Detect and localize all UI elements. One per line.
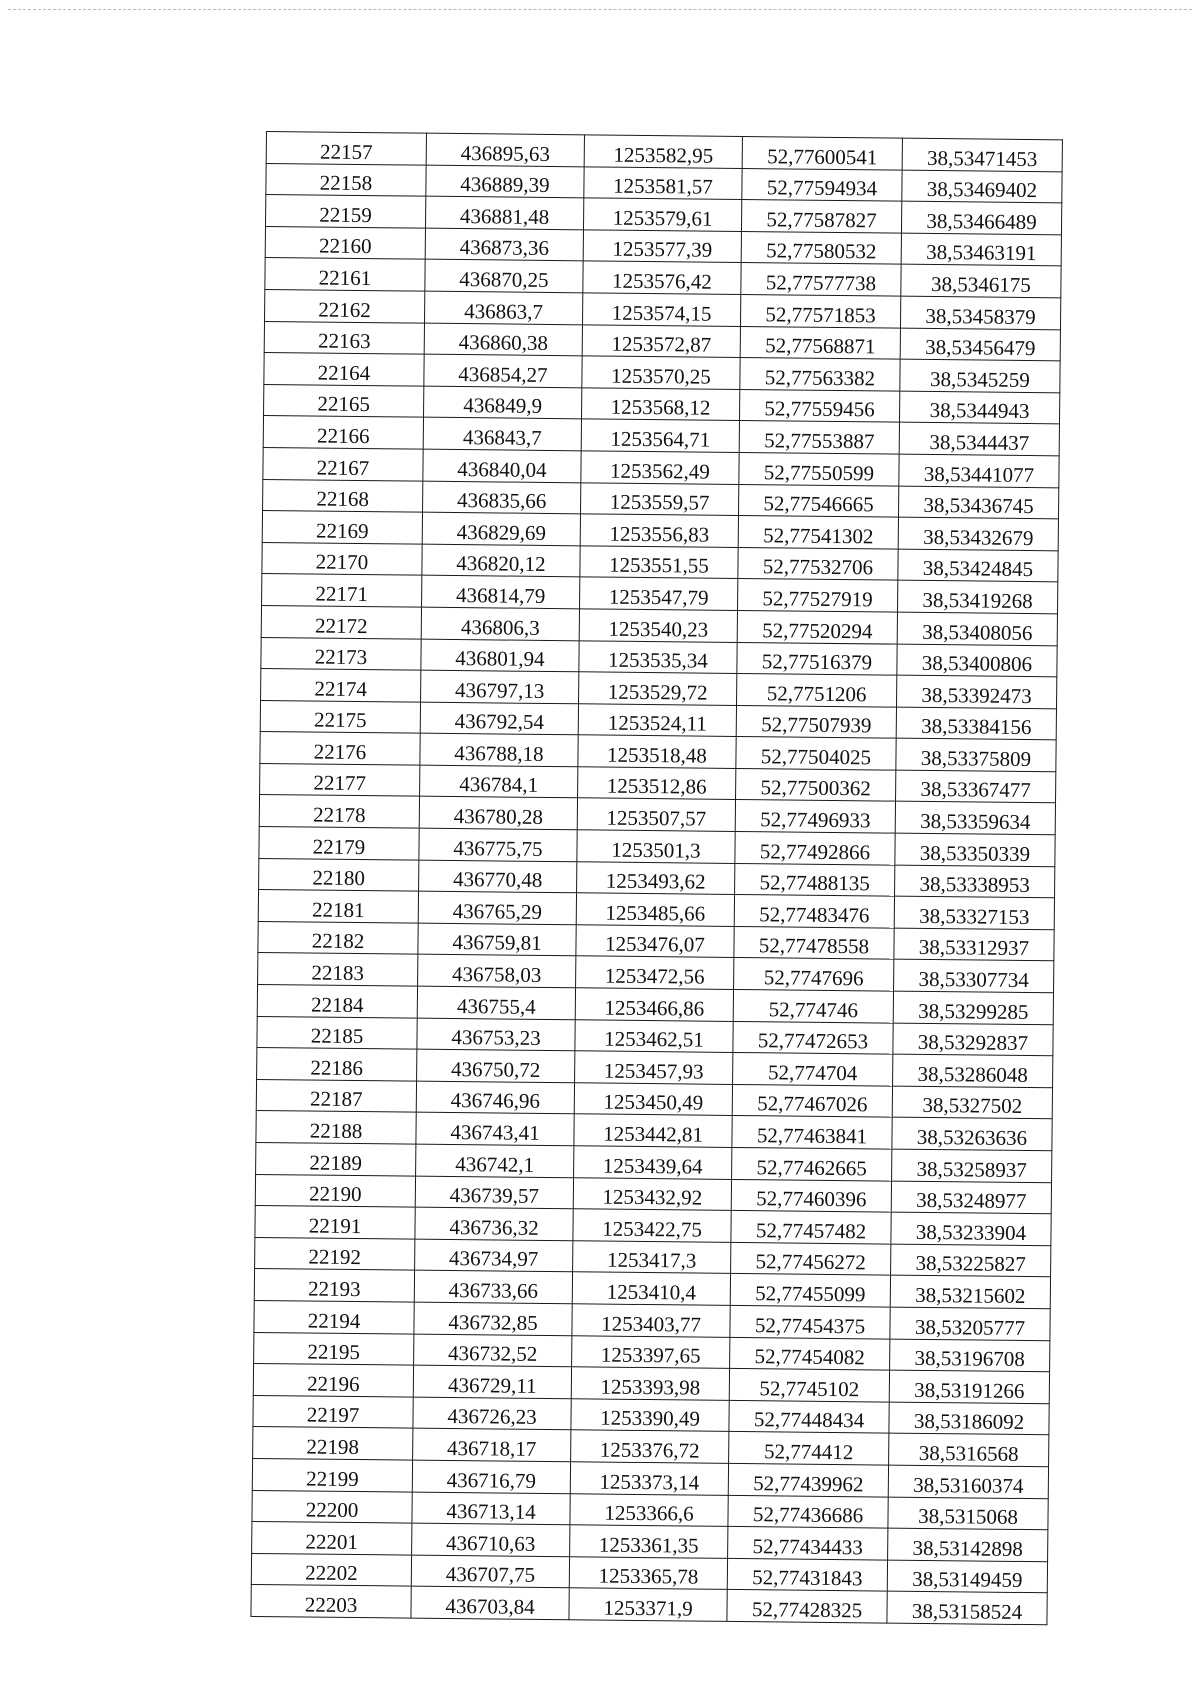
- y-coordinate-cell: 1253361,35: [570, 1525, 728, 1558]
- y-coordinate-cell: 1253485,66: [576, 893, 734, 926]
- x-coordinate-cell: 436765,29: [418, 891, 576, 924]
- x-coordinate-cell: 436726,23: [413, 1397, 571, 1430]
- point-number-cell: 22198: [253, 1427, 413, 1460]
- latitude-cell: 52,77496933: [735, 800, 895, 833]
- latitude-cell: 52,77550599: [739, 452, 899, 485]
- point-number-cell: 22183: [258, 953, 418, 986]
- latitude-cell: 52,774704: [733, 1053, 893, 1086]
- point-number-cell: 22180: [259, 858, 419, 891]
- point-number-cell: 22200: [252, 1490, 412, 1523]
- x-coordinate-cell: 436710,63: [412, 1523, 570, 1556]
- longitude-cell: 38,53367477: [896, 770, 1056, 803]
- y-coordinate-cell: 1253422,75: [573, 1209, 731, 1242]
- y-coordinate-cell: 1253581,57: [584, 166, 742, 199]
- x-coordinate-cell: 436755,4: [417, 986, 575, 1019]
- y-coordinate-cell: 1253493,62: [577, 861, 735, 894]
- longitude-cell: 38,53350339: [895, 833, 1055, 866]
- latitude-cell: 52,7751206: [737, 674, 897, 707]
- longitude-cell: 38,53142898: [888, 1528, 1048, 1561]
- y-coordinate-cell: 1253559,57: [581, 482, 739, 515]
- x-coordinate-cell: 436753,23: [417, 1018, 575, 1051]
- y-coordinate-cell: 1253365,78: [569, 1556, 727, 1589]
- point-number-cell: 22171: [262, 574, 422, 607]
- longitude-cell: 38,53392473: [897, 675, 1057, 708]
- y-coordinate-cell: 1253439,64: [574, 1146, 732, 1179]
- latitude-cell: 52,77434433: [728, 1527, 888, 1560]
- latitude-cell: 52,77541302: [738, 516, 898, 549]
- latitude-cell: 52,77454375: [730, 1305, 890, 1338]
- y-coordinate-cell: 1253397,65: [572, 1335, 730, 1368]
- x-coordinate-cell: 436849,9: [424, 386, 582, 419]
- x-coordinate-cell: 436770,48: [419, 860, 577, 893]
- latitude-cell: 52,77504025: [736, 737, 896, 770]
- point-number-cell: 22194: [254, 1300, 414, 1333]
- latitude-cell: 52,77516379: [737, 642, 897, 675]
- latitude-cell: 52,77456272: [731, 1242, 891, 1275]
- latitude-cell: 52,77527919: [738, 579, 898, 612]
- y-coordinate-cell: 1253574,15: [582, 293, 740, 326]
- y-coordinate-cell: 1253373,14: [570, 1462, 728, 1495]
- x-coordinate-cell: 436732,52: [414, 1334, 572, 1367]
- latitude-cell: 52,77478558: [734, 926, 894, 959]
- longitude-cell: 38,53463191: [901, 233, 1061, 266]
- latitude-cell: 52,77492866: [735, 832, 895, 865]
- longitude-cell: 38,53312937: [894, 928, 1054, 961]
- y-coordinate-cell: 1253568,12: [581, 388, 739, 421]
- longitude-cell: 38,53149459: [887, 1560, 1047, 1593]
- point-number-cell: 22192: [255, 1237, 415, 1270]
- point-number-cell: 22177: [260, 763, 420, 796]
- y-coordinate-cell: 1253366,6: [570, 1493, 728, 1526]
- y-coordinate-cell: 1253472,56: [576, 956, 734, 989]
- longitude-cell: 38,5344437: [899, 422, 1059, 455]
- coordinates-table-body: [251, 132, 1063, 1625]
- point-number-cell: 22168: [263, 479, 423, 512]
- point-number-cell: 22173: [261, 637, 421, 670]
- y-coordinate-cell: 1253432,92: [573, 1177, 731, 1210]
- x-coordinate-cell: 436860,38: [424, 323, 582, 356]
- latitude-cell: 52,77462665: [732, 1147, 892, 1180]
- longitude-cell: 38,53384156: [896, 707, 1056, 740]
- latitude-cell: 52,77483476: [734, 895, 894, 928]
- x-coordinate-cell: 436775,75: [419, 828, 577, 861]
- x-coordinate-cell: 436895,63: [426, 133, 584, 166]
- latitude-cell: 52,77457482: [731, 1211, 891, 1244]
- longitude-cell: 38,5345259: [900, 359, 1060, 392]
- x-coordinate-cell: 436873,36: [425, 228, 583, 261]
- y-coordinate-cell: 1253457,93: [575, 1051, 733, 1084]
- point-number-cell: 22162: [265, 289, 425, 322]
- x-coordinate-cell: 436881,48: [425, 196, 583, 229]
- point-number-cell: 22187: [256, 1079, 416, 1112]
- x-coordinate-cell: 436806,3: [421, 607, 579, 640]
- latitude-cell: 52,77507939: [736, 705, 896, 738]
- y-coordinate-cell: 1253524,11: [578, 703, 736, 736]
- point-number-cell: 22158: [266, 163, 426, 196]
- x-coordinate-cell: 436792,54: [420, 702, 578, 735]
- y-coordinate-cell: 1253564,71: [581, 419, 739, 452]
- longitude-cell: 38,53205777: [890, 1307, 1050, 1340]
- point-number-cell: 22175: [260, 700, 420, 733]
- point-number-cell: 22185: [257, 1016, 417, 1049]
- longitude-cell: 38,53160374: [888, 1465, 1048, 1498]
- longitude-cell: 38,53248977: [891, 1181, 1051, 1214]
- point-number-cell: 22178: [259, 795, 419, 828]
- point-number-cell: 22161: [265, 258, 425, 291]
- longitude-cell: 38,53441077: [899, 454, 1059, 487]
- x-coordinate-cell: 436729,11: [413, 1365, 571, 1398]
- x-coordinate-cell: 436829,69: [422, 512, 580, 545]
- y-coordinate-cell: 1253442,81: [574, 1114, 732, 1147]
- x-coordinate-cell: 436743,41: [416, 1113, 574, 1146]
- y-coordinate-cell: 1253501,3: [577, 830, 735, 863]
- point-number-cell: 22199: [252, 1458, 412, 1491]
- latitude-cell: 52,77500362: [736, 768, 896, 801]
- longitude-cell: 38,53258937: [892, 1149, 1052, 1182]
- longitude-cell: 38,5346175: [901, 265, 1061, 298]
- point-number-cell: 22193: [254, 1269, 414, 1302]
- x-coordinate-cell: 436750,72: [417, 1049, 575, 1082]
- latitude-cell: 52,77448434: [729, 1400, 889, 1433]
- longitude-cell: 38,53292837: [893, 1023, 1053, 1056]
- point-number-cell: 22195: [254, 1332, 414, 1365]
- longitude-cell: 38,53466489: [901, 201, 1061, 234]
- latitude-cell: 52,77454082: [730, 1337, 890, 1370]
- longitude-cell: 38,53307734: [894, 960, 1054, 993]
- point-number-cell: 22181: [258, 890, 418, 923]
- longitude-cell: 38,53419268: [897, 580, 1057, 613]
- longitude-cell: 38,53458379: [900, 296, 1060, 329]
- x-coordinate-cell: 436736,32: [415, 1207, 573, 1240]
- y-coordinate-cell: 1253579,61: [583, 198, 741, 231]
- point-number-cell: 22166: [263, 416, 423, 449]
- y-coordinate-cell: 1253576,42: [583, 261, 741, 294]
- point-number-cell: 22163: [264, 321, 424, 354]
- y-coordinate-cell: 1253572,87: [582, 324, 740, 357]
- point-number-cell: 22202: [251, 1553, 411, 1586]
- longitude-cell: 38,53186092: [889, 1402, 1049, 1435]
- x-coordinate-cell: 436707,75: [411, 1555, 569, 1588]
- y-coordinate-cell: 1253570,25: [582, 356, 740, 389]
- coordinates-table: [250, 131, 1063, 1625]
- x-coordinate-cell: 436840,04: [423, 449, 581, 482]
- point-number-cell: 22167: [263, 447, 423, 480]
- x-coordinate-cell: 436870,25: [425, 260, 583, 293]
- longitude-cell: 38,5344943: [899, 391, 1059, 424]
- latitude-cell: 52,77587827: [741, 200, 901, 233]
- point-number-cell: 22176: [260, 732, 420, 765]
- y-coordinate-cell: 1253540,23: [579, 609, 737, 642]
- y-coordinate-cell: 1253518,48: [578, 735, 736, 768]
- latitude-cell: 52,77520294: [737, 610, 897, 643]
- point-number-cell: 22203: [251, 1585, 411, 1618]
- longitude-cell: 38,53375809: [896, 738, 1056, 771]
- point-number-cell: 22191: [255, 1206, 415, 1239]
- x-coordinate-cell: 436713,14: [412, 1492, 570, 1525]
- latitude-cell: 52,77460396: [731, 1179, 891, 1212]
- latitude-cell: 52,77467026: [732, 1084, 892, 1117]
- longitude-cell: 38,53400806: [897, 644, 1057, 677]
- y-coordinate-cell: 1253577,39: [583, 230, 741, 263]
- x-coordinate-cell: 436889,39: [426, 165, 584, 198]
- y-coordinate-cell: 1253376,72: [571, 1430, 729, 1463]
- latitude-cell: 52,77568871: [740, 326, 900, 359]
- latitude-cell: 52,77428325: [727, 1590, 887, 1623]
- x-coordinate-cell: 436784,1: [420, 765, 578, 798]
- x-coordinate-cell: 436843,7: [423, 418, 581, 451]
- latitude-cell: 52,77577738: [741, 263, 901, 296]
- y-coordinate-cell: 1253512,86: [578, 767, 736, 800]
- longitude-cell: 38,5316568: [889, 1433, 1049, 1466]
- latitude-cell: 52,77546665: [738, 484, 898, 517]
- x-coordinate-cell: 436835,66: [423, 481, 581, 514]
- latitude-cell: 52,77439962: [728, 1463, 888, 1496]
- point-number-cell: 22172: [261, 605, 421, 638]
- latitude-cell: 52,77436686: [728, 1495, 888, 1528]
- y-coordinate-cell: 1253393,98: [571, 1367, 729, 1400]
- y-coordinate-cell: 1253403,77: [572, 1304, 730, 1337]
- latitude-cell: 52,77594934: [742, 168, 902, 201]
- point-number-cell: 22189: [256, 1142, 416, 1175]
- point-number-cell: 22182: [258, 921, 418, 954]
- latitude-cell: 52,77580532: [741, 231, 901, 264]
- x-coordinate-cell: 436734,97: [415, 1239, 573, 1272]
- latitude-cell: 52,77532706: [738, 547, 898, 580]
- y-coordinate-cell: 1253556,83: [580, 514, 738, 547]
- longitude-cell: 38,53327153: [894, 896, 1054, 929]
- point-number-cell: 22179: [259, 827, 419, 860]
- latitude-cell: 52,77463841: [732, 1116, 892, 1149]
- longitude-cell: 38,53338953: [895, 865, 1055, 898]
- point-number-cell: 22169: [262, 511, 422, 544]
- y-coordinate-cell: 1253535,34: [579, 640, 737, 673]
- point-number-cell: 22174: [261, 669, 421, 702]
- latitude-cell: 52,77553887: [739, 421, 899, 454]
- x-coordinate-cell: 436854,27: [424, 354, 582, 387]
- longitude-cell: 38,53469402: [902, 170, 1062, 203]
- longitude-cell: 38,53158524: [887, 1591, 1047, 1624]
- x-coordinate-cell: 436703,84: [411, 1586, 569, 1619]
- latitude-cell: 52,77571853: [740, 294, 900, 327]
- longitude-cell: 38,53456479: [900, 328, 1060, 361]
- point-number-cell: 22184: [257, 984, 417, 1017]
- longitude-cell: 38,53408056: [897, 612, 1057, 645]
- x-coordinate-cell: 436814,79: [422, 575, 580, 608]
- x-coordinate-cell: 436820,12: [422, 544, 580, 577]
- longitude-cell: 38,53233904: [891, 1212, 1051, 1245]
- longitude-cell: 38,53215602: [890, 1275, 1050, 1308]
- y-coordinate-cell: 1253547,79: [580, 577, 738, 610]
- y-coordinate-cell: 1253450,49: [574, 1083, 732, 1116]
- y-coordinate-cell: 1253371,9: [569, 1588, 727, 1621]
- y-coordinate-cell: 1253410,4: [572, 1272, 730, 1305]
- x-coordinate-cell: 436780,28: [419, 797, 577, 830]
- latitude-cell: 52,774412: [729, 1432, 889, 1465]
- point-number-cell: 22157: [266, 132, 426, 165]
- y-coordinate-cell: 1253390,49: [571, 1399, 729, 1432]
- longitude-cell: 38,5315068: [888, 1497, 1048, 1530]
- longitude-cell: 38,5327502: [892, 1086, 1052, 1119]
- scan-edge-line: [8, 9, 1192, 10]
- x-coordinate-cell: 436716,79: [412, 1460, 570, 1493]
- latitude-cell: 52,77488135: [735, 863, 895, 896]
- latitude-cell: 52,77563382: [740, 358, 900, 391]
- point-number-cell: 22165: [264, 384, 424, 417]
- point-number-cell: 22201: [252, 1522, 412, 1555]
- y-coordinate-cell: 1253462,51: [575, 1019, 733, 1052]
- point-number-cell: 22196: [253, 1364, 413, 1397]
- latitude-cell: 52,7745102: [729, 1369, 889, 1402]
- latitude-cell: 52,77455099: [730, 1274, 890, 1307]
- x-coordinate-cell: 436718,17: [413, 1428, 571, 1461]
- point-number-cell: 22188: [256, 1111, 416, 1144]
- point-number-cell: 22159: [266, 195, 426, 228]
- latitude-cell: 52,77431843: [727, 1558, 887, 1591]
- latitude-cell: 52,77472653: [733, 1021, 893, 1054]
- x-coordinate-cell: 436732,85: [414, 1302, 572, 1335]
- point-number-cell: 22160: [265, 226, 425, 259]
- longitude-cell: 38,53359634: [895, 802, 1055, 835]
- longitude-cell: 38,53263636: [892, 1118, 1052, 1151]
- latitude-cell: 52,77600541: [742, 136, 902, 169]
- longitude-cell: 38,53225827: [891, 1244, 1051, 1277]
- longitude-cell: 38,53471453: [902, 138, 1062, 171]
- x-coordinate-cell: 436863,7: [425, 291, 583, 324]
- point-number-cell: 22186: [257, 1048, 417, 1081]
- latitude-cell: 52,774746: [733, 989, 893, 1022]
- x-coordinate-cell: 436788,18: [420, 733, 578, 766]
- y-coordinate-cell: 1253476,07: [576, 925, 734, 958]
- latitude-cell: 52,77559456: [739, 389, 899, 422]
- y-coordinate-cell: 1253551,55: [580, 546, 738, 579]
- longitude-cell: 38,53432679: [898, 517, 1058, 550]
- y-coordinate-cell: 1253466,86: [575, 988, 733, 1021]
- latitude-cell: 52,7747696: [734, 958, 894, 991]
- y-coordinate-cell: 1253582,95: [584, 135, 742, 168]
- longitude-cell: 38,53436745: [898, 486, 1058, 519]
- x-coordinate-cell: 436746,96: [416, 1081, 574, 1114]
- y-coordinate-cell: 1253507,57: [577, 798, 735, 831]
- y-coordinate-cell: 1253529,72: [579, 672, 737, 705]
- x-coordinate-cell: 436797,13: [421, 670, 579, 703]
- y-coordinate-cell: 1253562,49: [581, 451, 739, 484]
- longitude-cell: 38,53196708: [890, 1339, 1050, 1372]
- point-number-cell: 22190: [255, 1174, 415, 1207]
- point-number-cell: 22164: [264, 353, 424, 386]
- x-coordinate-cell: 436759,81: [418, 923, 576, 956]
- x-coordinate-cell: 436739,57: [415, 1176, 573, 1209]
- longitude-cell: 38,53424845: [898, 549, 1058, 582]
- longitude-cell: 38,53191266: [889, 1370, 1049, 1403]
- longitude-cell: 38,53286048: [893, 1054, 1053, 1087]
- point-number-cell: 22197: [253, 1395, 413, 1428]
- y-coordinate-cell: 1253417,3: [573, 1241, 731, 1274]
- point-number-cell: 22170: [262, 542, 422, 575]
- x-coordinate-cell: 436758,03: [418, 955, 576, 988]
- x-coordinate-cell: 436742,1: [416, 1144, 574, 1177]
- x-coordinate-cell: 436801,94: [421, 639, 579, 672]
- longitude-cell: 38,53299285: [893, 991, 1053, 1024]
- x-coordinate-cell: 436733,66: [414, 1270, 572, 1303]
